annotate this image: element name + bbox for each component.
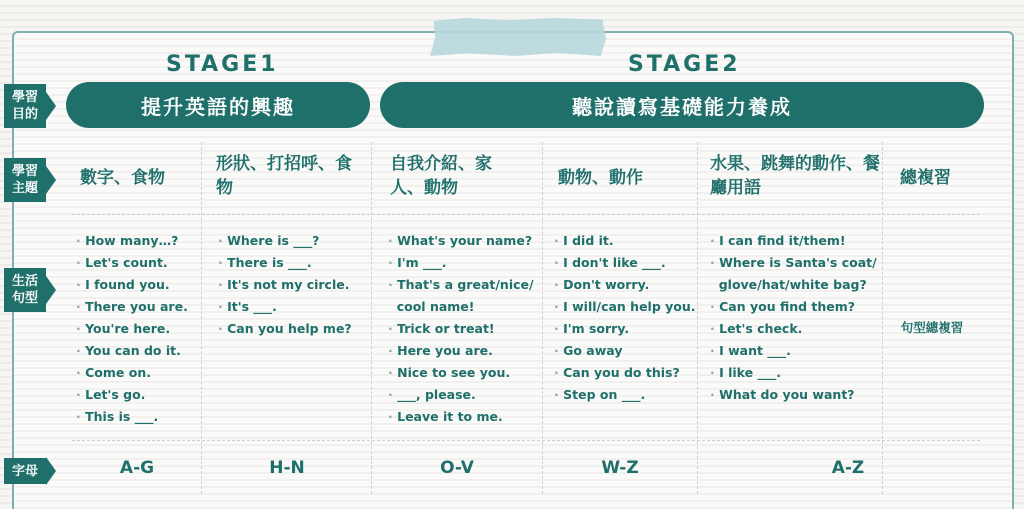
tape-decoration	[430, 18, 606, 56]
review-sentences-label: 句型總複習	[900, 320, 964, 335]
topic-col4: 動物、動作	[558, 168, 643, 188]
list-item: · Where is ___?	[218, 230, 352, 252]
list-item: · It's ___.	[218, 296, 352, 318]
row-label-topic: 學習主題	[4, 158, 46, 202]
list-item: · There you are.	[76, 296, 188, 318]
letters-col3: O-V	[440, 458, 474, 478]
list-item: · Let's go.	[76, 384, 188, 406]
list-item: · I want ___.	[710, 340, 877, 362]
list-item: · You're here.	[76, 318, 188, 340]
list-item: · Here you are.	[388, 340, 534, 362]
topic-col2: 形狀、打招呼、食物	[216, 154, 352, 198]
sentence-list-col3	[388, 230, 534, 428]
list-item: · Can you do this?	[554, 362, 696, 384]
list-item: · I like ___.	[710, 362, 877, 384]
list-item: · What do you want?	[710, 384, 877, 406]
list-item: · How many…?	[76, 230, 188, 252]
topic-col1: 數字、食物	[80, 168, 165, 188]
topic-col5: 水果、跳舞的動作、餐廳用語	[710, 154, 880, 198]
row-label-purpose: 學習目的	[4, 84, 46, 128]
list-item: · I can find it/them!	[710, 230, 877, 252]
list-item: glove/hat/white bag?	[718, 277, 867, 292]
letters-col2: H-N	[269, 458, 305, 478]
column-divider	[371, 142, 372, 494]
list-item: · What's your name?	[388, 230, 534, 252]
topic-col3: 自我介紹、家人、動物	[390, 154, 492, 198]
list-item: · I'm ___.	[388, 252, 534, 274]
row-label-sentences: 生活句型	[4, 268, 46, 312]
purpose-stage2-pill: 聽說讀寫基礎能力養成	[380, 82, 984, 128]
row-divider	[72, 440, 980, 441]
list-item: · Where is Santa's coat/	[710, 252, 877, 274]
letters-col4: W-Z	[601, 458, 639, 478]
list-item: · Come on.	[76, 362, 188, 384]
letters-col1: A-G	[119, 458, 155, 478]
sentence-list-col2	[218, 230, 352, 340]
list-item: · Let's check.	[710, 318, 877, 340]
sentence-list-col5	[710, 230, 877, 406]
list-item: · I found you.	[76, 274, 188, 296]
stage2-heading: STAGE2	[628, 52, 741, 77]
list-item: · Leave it to me.	[388, 406, 534, 428]
row-divider	[72, 214, 980, 215]
list-item: · ___, please.	[388, 384, 534, 406]
purpose-stage1-pill: 提升英語的興趣	[66, 82, 370, 128]
column-divider	[201, 142, 202, 494]
topic-col6: 總複習	[900, 168, 951, 188]
list-item: · Don't worry.	[554, 274, 696, 296]
list-item: · Nice to see you.	[388, 362, 534, 384]
sentence-list-col1	[76, 230, 188, 428]
list-item: · You can do it.	[76, 340, 188, 362]
column-divider	[542, 142, 543, 494]
list-item: · Can you help me?	[218, 318, 352, 340]
list-item: · Go away	[554, 340, 696, 362]
list-item: · I'm sorry.	[554, 318, 696, 340]
list-item: cool name!	[396, 299, 475, 314]
list-item: · I will/can help you.	[554, 296, 696, 318]
list-item: · Step on ___.	[554, 384, 696, 406]
list-item: · I did it.	[554, 230, 696, 252]
stage1-heading: STAGE1	[166, 52, 279, 77]
list-item: · It's not my circle.	[218, 274, 352, 296]
list-item: · Let's count.	[76, 252, 188, 274]
row-label-letters: 字母	[4, 458, 46, 484]
letters-col5: A-Z	[831, 458, 865, 478]
list-item: · There is ___.	[218, 252, 352, 274]
list-item: · I don't like ___.	[554, 252, 696, 274]
list-item: · Can you find them?	[710, 296, 877, 318]
sentence-list-col4	[554, 230, 696, 406]
column-divider	[882, 142, 883, 494]
list-item: · Trick or treat!	[388, 318, 534, 340]
list-item: · That's a great/nice/	[388, 274, 534, 296]
list-item: · This is ___.	[76, 406, 188, 428]
column-divider	[697, 142, 698, 494]
